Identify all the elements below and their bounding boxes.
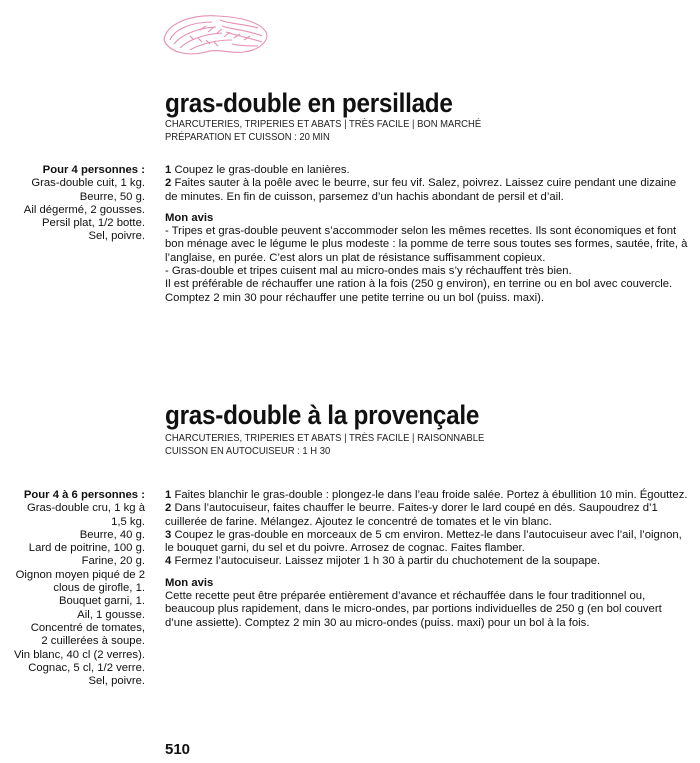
- recipe-step: [165, 529, 690, 556]
- recipe-time-line: CUISSON EN AUTOCUISEUR : 1 H 30: [165, 445, 331, 457]
- ingredient-item: Gras-double cuit, 1 kg.: [31, 177, 145, 190]
- ingredient-item: Sel, poivre.: [88, 230, 145, 243]
- ingredient-item: Ail dégermé, 2 gousses.: [23, 203, 145, 216]
- step-text: Faites blanchir le gras-double : plongez-le dans l’eau froide salée. Portez à ébullition 10 min. Égouttez.: [174, 489, 688, 501]
- ingredient-item: Oignon moyen piqué de 2: [15, 568, 145, 581]
- ingredient-item: 2 cuillerées à soupe.: [41, 635, 145, 648]
- avis-paragraph: Cette recette peut être préparée entièrement d’avance et réchauffée dans le four traditionnel ou, beaucoup plus rapidement, dans le micro-ondes, par portions individuelles de 250 g (en bol couvert d’une assiette). Comptez 2 min 30 au micro-ondes (puiss. maxi) pour un bol à la fois.: [165, 590, 662, 629]
- ingredient-item: Persil plat, 1/2 botte.: [42, 217, 145, 230]
- step-number: 3: [165, 528, 172, 541]
- ingredient-item: Beurre, 40 g.: [79, 528, 145, 541]
- ingredient-item: Concentré de tomates,: [30, 621, 145, 634]
- step-text: Dans l’autocuiseur, faites chauffer le beurre. Faites-y dorer le lard coupé en dés. Saupoudrez d’1 cuillerée de farine. Mélangez. Ajoutez le concentré de tomates et le vin blanc.: [165, 502, 658, 528]
- ingredient-item: Cognac, 5 cl, 1/2 verre.: [28, 661, 145, 674]
- recipe-instructions: [165, 489, 690, 630]
- step-text: Coupez le gras-double en lanières.: [174, 164, 350, 176]
- ingredient-item: Lard de poitrine, 100 g.: [28, 542, 145, 555]
- ingredient-item: Sel, poivre.: [88, 675, 145, 688]
- recipe-title: gras-double en persillade: [165, 88, 453, 118]
- ingredients-list: [0, 164, 145, 244]
- ingredient-item: Ail, 1 gousse.: [77, 608, 145, 621]
- ingredient-item: Farine, 20 g.: [81, 555, 145, 568]
- step-number: 1: [165, 164, 172, 176]
- ingredient-item: Vin blanc, 40 cl (2 verres).: [13, 648, 145, 661]
- recipe-title: gras-double à la provençale: [165, 400, 480, 430]
- recipe-category-line: CHARCUTERIES, TRIPERIES ET ABATS | TRÈS FACILE | BON MARCHÉ: [165, 118, 482, 130]
- step-text: Faites sauter à la poêle avec le beurre, sur feu vif. Salez, poivrez. Laissez cuire pendant une dizaine de minutes. En fin de cuisson, parsemez d’un hachis abondant de persil et d’ail.: [165, 177, 677, 203]
- page-number: 510: [165, 741, 191, 758]
- ingredient-item: Gras-double cru, 1 kg à: [26, 502, 145, 515]
- step-number: 2: [165, 502, 172, 515]
- avis-heading: Mon avis: [165, 211, 214, 224]
- ingredient-item: clous de girofle, 1.: [53, 582, 145, 595]
- recipe-step: [165, 489, 690, 502]
- step-number: 2: [165, 177, 172, 190]
- avis-paragraph: - Tripes et gras-double peuvent s’accommoder selon les mêmes recettes. Ils sont économiques et font bon ménage avec le légume le plus modeste : la pomme de terre sous toutes ses formes, sautée, frite, à l’anglaise, en purée. C’est alors un plat de résistance suffisamment copieux.: [165, 225, 688, 264]
- avis-paragraph: Il est préférable de réchauffer une ration à la fois (250 g environ), en terrine ou en bol avec couvercle. Comptez 2 min 30 pour réchauffer une petite terrine ou un bol (puiss. maxi).: [165, 278, 673, 304]
- ingredient-item: Beurre, 50 g.: [79, 190, 145, 203]
- recipe-category-line: CHARCUTERIES, TRIPERIES ET ABATS | TRÈS FACILE | RAISONNABLE: [165, 432, 485, 444]
- avis-paragraph: - Gras-double et tripes cuisent mal au micro-ondes mais s’y réchauffent très bien.: [165, 265, 572, 278]
- recipe-step: [165, 502, 690, 529]
- ingredients-list: [0, 489, 145, 688]
- recipe-time-line: PRÉPARATION ET CUISSON : 20 MIN: [165, 131, 330, 143]
- tripe-illustration-icon: [160, 10, 272, 58]
- ingredient-item: Bouquet garni, 1.: [58, 595, 145, 608]
- recipe-step: [165, 555, 690, 568]
- ingredient-item: 1,5 kg.: [111, 515, 145, 528]
- avis-heading: Mon avis: [165, 576, 214, 589]
- step-text: Coupez le gras-double en morceaux de 5 cm environ. Mettez-le dans l’autocuiseur avec l’ail, l’oignon, le bouquet garni, du sel et du poivre. Arrosez de cognac. Faites flamber.: [165, 528, 682, 555]
- servings-header: Pour 4 à 6 personnes :: [23, 489, 145, 501]
- step-text: Fermez l’autocuiseur. Laissez mijoter 1 h 30 à partir du chuchotement de la soupape.: [174, 555, 601, 568]
- recipe-instructions: [165, 164, 690, 305]
- step-number: 1: [165, 489, 172, 501]
- step-number: 4: [165, 555, 172, 568]
- servings-header: Pour 4 personnes :: [42, 164, 145, 176]
- recipe-step: [165, 164, 690, 177]
- recipe-step: [165, 177, 690, 204]
